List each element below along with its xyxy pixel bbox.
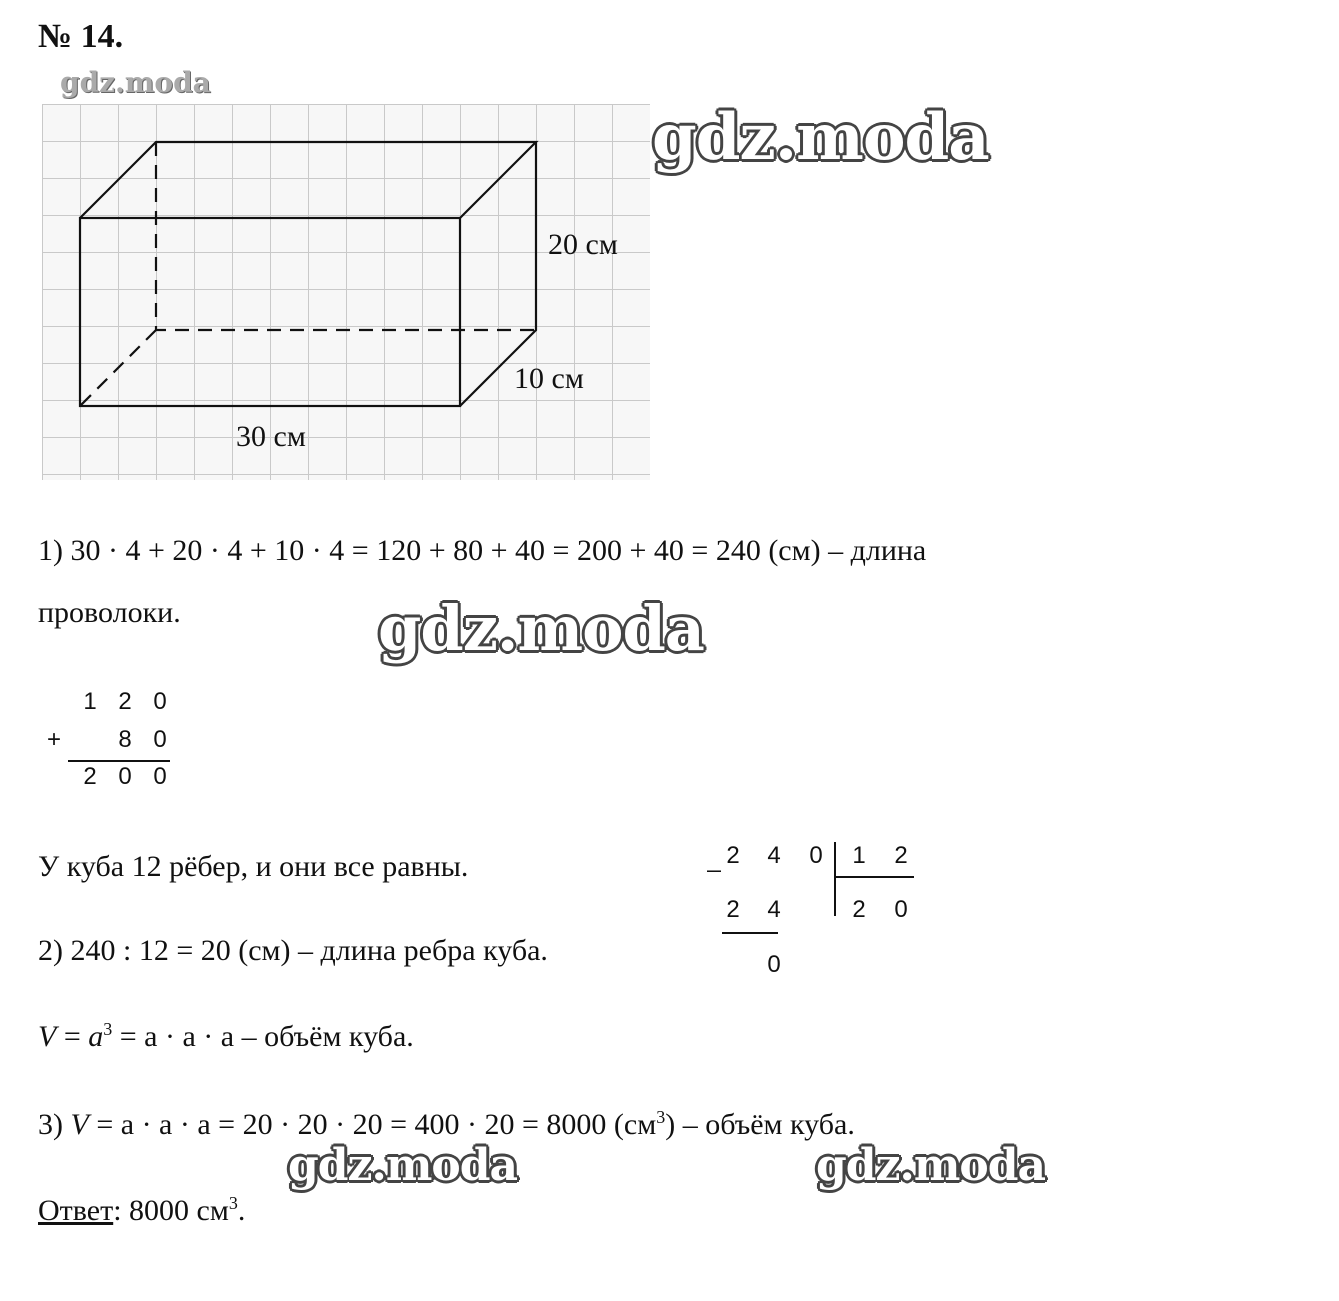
step3-mid: = a · a · a = 20 · 20 · 20 = 400 · 20 = 8000 (см — [88, 1108, 657, 1141]
division-bar — [834, 842, 836, 916]
step3-prefix: 3) — [38, 1108, 71, 1141]
problem-number: № 14. — [38, 18, 124, 55]
formula-exponent: 3 — [103, 1019, 113, 1039]
width-label: 30 см — [236, 420, 306, 453]
subtrahend-digit: 2 — [726, 896, 740, 923]
watermark-small: gdz.moda — [60, 66, 211, 99]
add-digit: 0 — [153, 688, 167, 715]
formula-a: a — [88, 1020, 104, 1053]
quotient-digit: 0 — [894, 896, 908, 923]
answer-end: . — [237, 1194, 246, 1227]
step3-suffix: ) – объём куба. — [665, 1108, 855, 1141]
add-digit: 0 — [153, 763, 167, 790]
formula-eq: = — [56, 1020, 89, 1053]
formula-rest: = a · a · a – объём куба. — [112, 1020, 414, 1053]
plus-sign: + — [46, 726, 61, 753]
answer-exponent: 3 — [228, 1193, 238, 1213]
remainder-line — [722, 932, 778, 934]
answer-line — [38, 1194, 245, 1228]
step3-exponent: 3 — [656, 1107, 666, 1127]
add-digit: 2 — [118, 688, 132, 715]
step3-line — [38, 1108, 855, 1142]
step2-line: 2) 240 : 12 = 20 (см) – длина ребра куба. — [38, 934, 548, 967]
add-digit: 1 — [83, 688, 97, 715]
divisor-digit: 1 — [852, 842, 866, 869]
box-figure — [42, 104, 650, 480]
watermark-bottom-left: gdz.moda — [288, 1140, 518, 1191]
height-label: 20 см — [548, 228, 618, 261]
watermark-bottom-right: gdz.moda — [816, 1140, 1046, 1191]
add-digit: 0 — [153, 726, 167, 753]
depth-label: 10 см — [514, 362, 584, 395]
sum-line — [68, 760, 170, 762]
answer-label: Ответ — [38, 1194, 114, 1227]
remainder-digit: 0 — [767, 951, 781, 978]
minus-sign: _ — [707, 846, 721, 873]
add-digit: 0 — [118, 763, 132, 790]
grid-paper — [42, 104, 650, 480]
volume-formula — [38, 1020, 414, 1054]
div-digit: 2 — [726, 842, 740, 869]
step1-line-b: проволоки. — [38, 596, 181, 629]
step3-v: V — [70, 1108, 89, 1141]
add-digit: 2 — [83, 763, 97, 790]
div-digit: 4 — [767, 842, 781, 869]
quotient-digit: 2 — [852, 896, 866, 923]
watermark-middle: gdz.moda — [378, 592, 704, 665]
formula-v: V — [38, 1020, 57, 1053]
divisor-digit: 2 — [894, 842, 908, 869]
subtrahend-digit: 4 — [767, 896, 781, 923]
cube-note: У куба 12 рёбер, и они все равны. — [38, 850, 469, 883]
add-digit: 8 — [118, 726, 132, 753]
quotient-line — [836, 876, 914, 878]
step1-line-a: 1) 30 · 4 + 20 · 4 + 10 · 4 = 120 + 80 + 40 = 200 + 40 = 240 (см) – длина — [38, 534, 927, 567]
watermark-top-right: gdz.moda — [652, 100, 989, 175]
answer-value: : 8000 см — [113, 1194, 229, 1227]
div-digit: 0 — [809, 842, 823, 869]
